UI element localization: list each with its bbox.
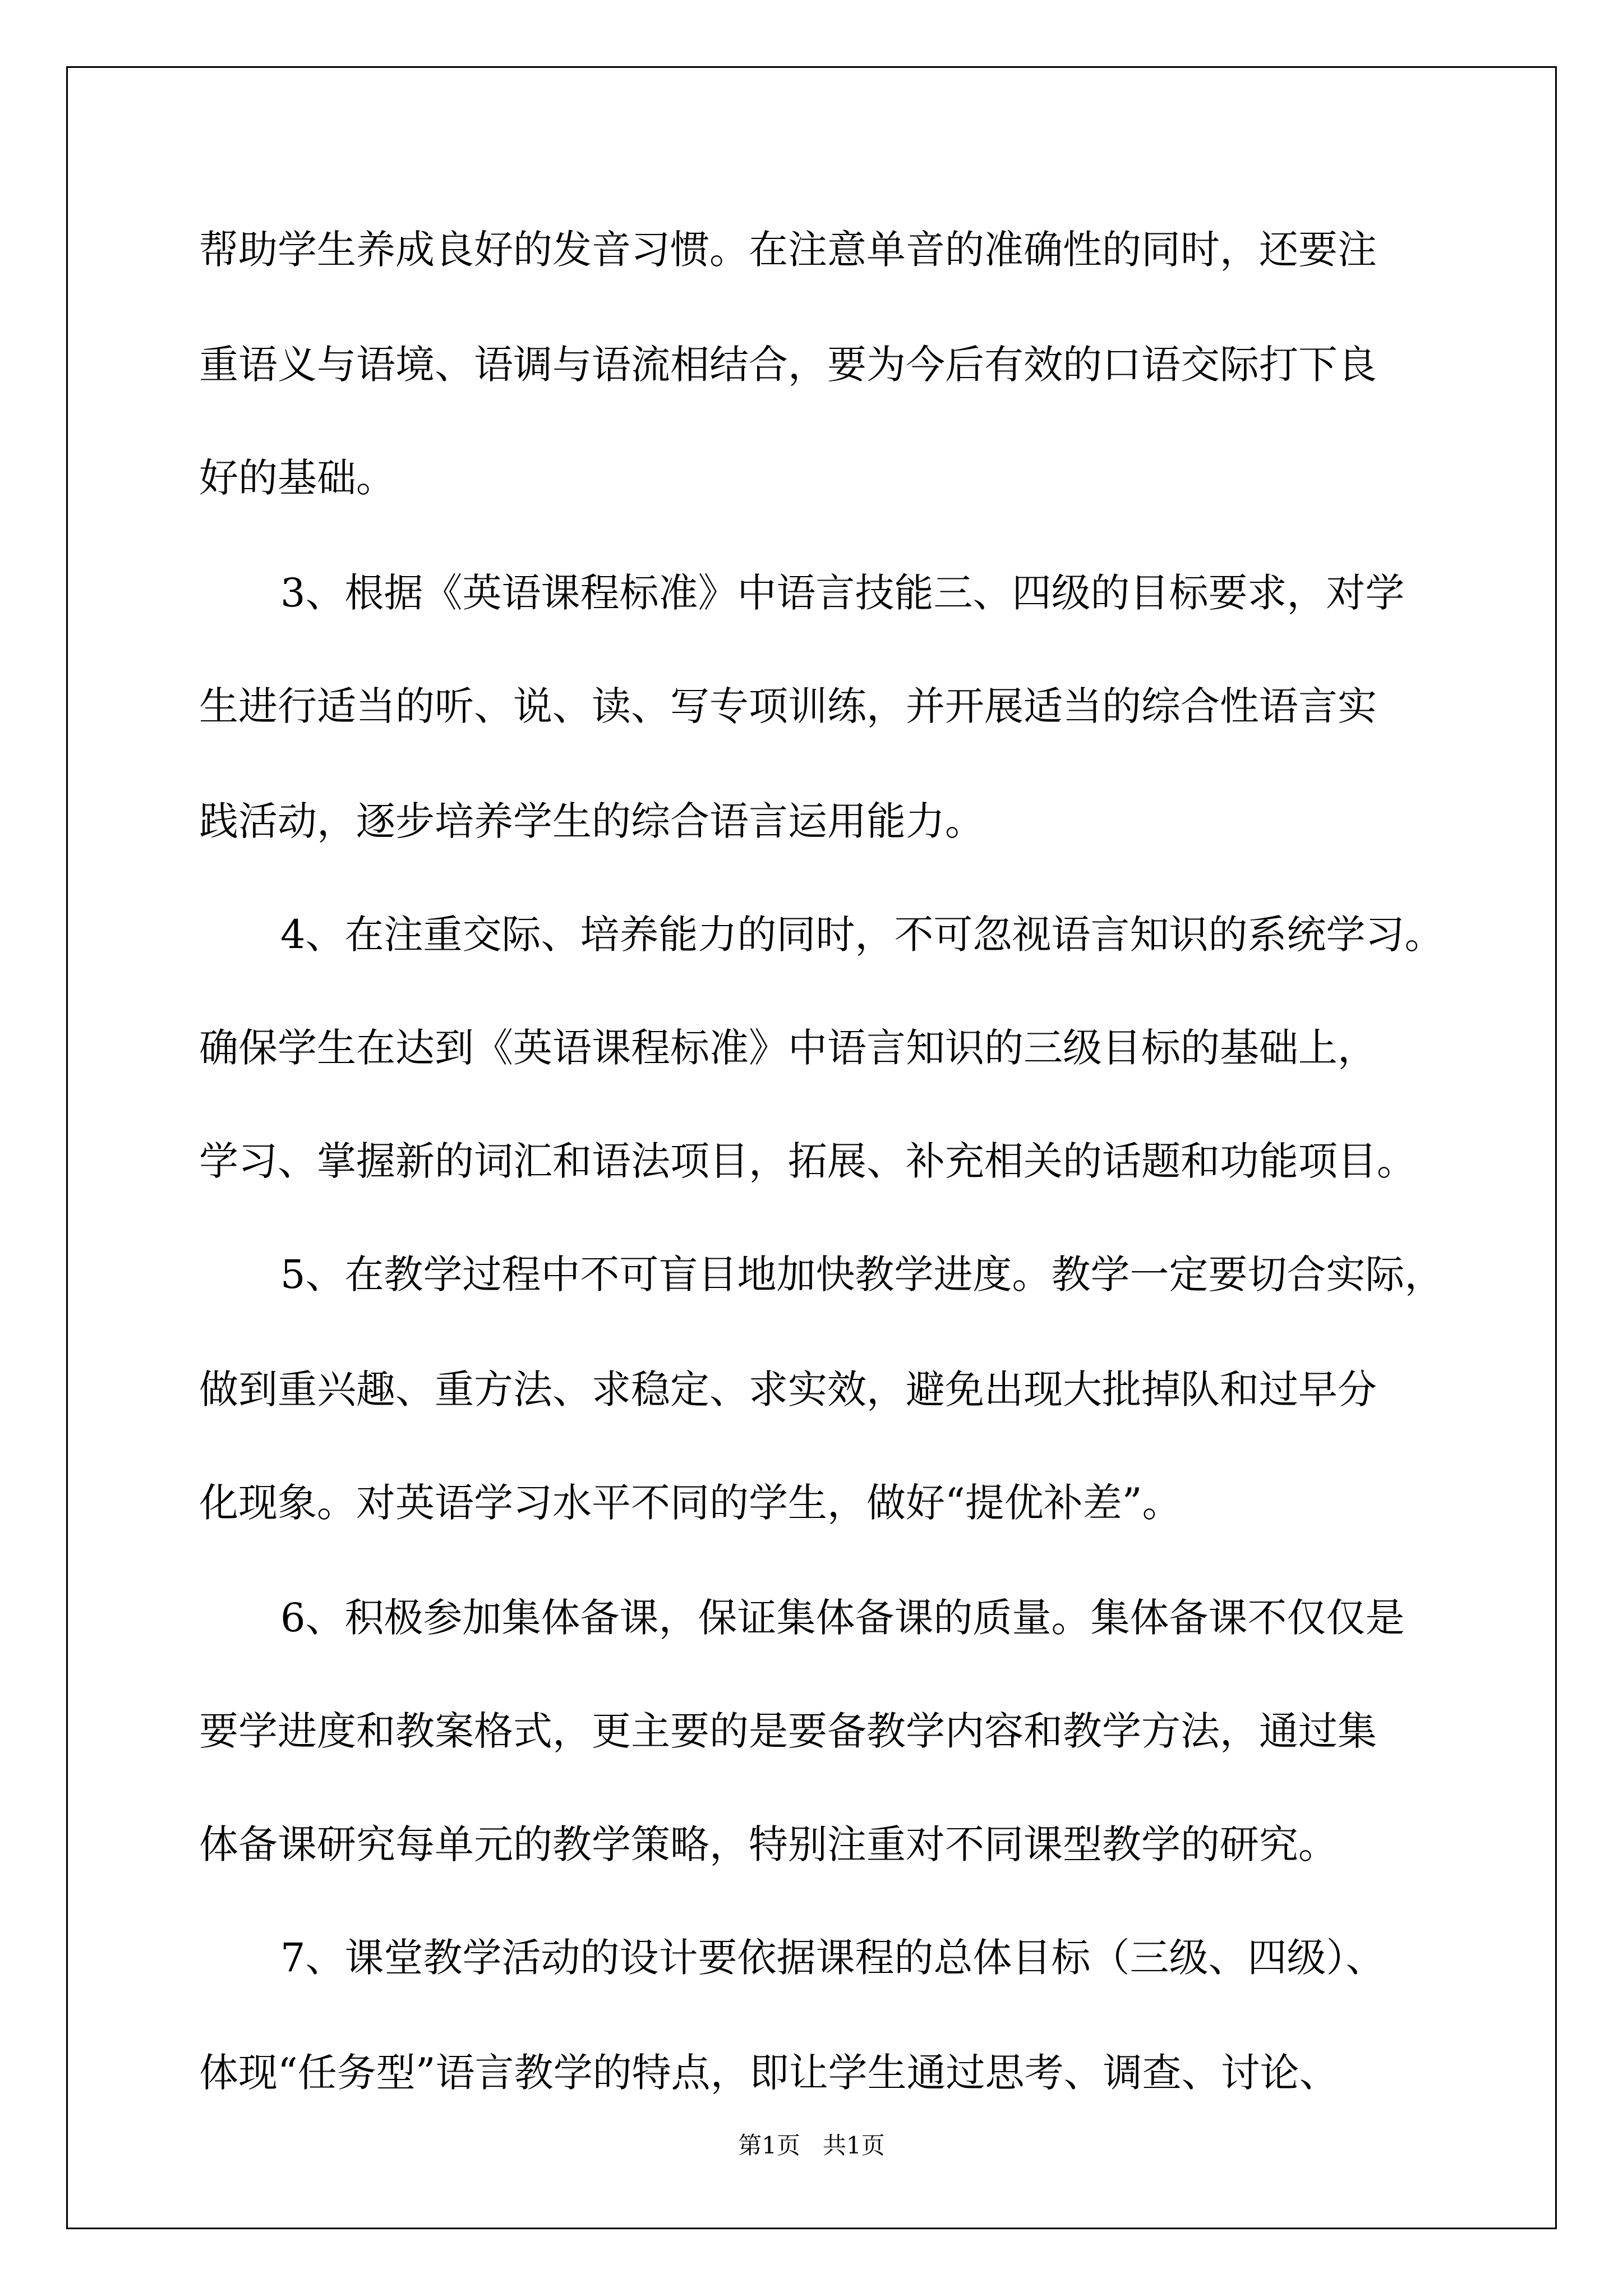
text-line: 体备课研究每单元的教学策略，特别注重对不同课型教学的研究。 [199, 1821, 1338, 1867]
text-line: 确保学生在达到《英语课程标准》中语言知识的三级目标的基础上， [199, 1025, 1377, 1071]
text-line: 5、在教学过程中不可盲目地加快教学进度。教学一定要切合实际， [280, 1251, 1444, 1297]
text-line: 践活动，逐步培养学生的综合语言运用能力。 [199, 798, 984, 844]
text-line: 6、积极参加集体备课，保证集体备课的质量。集体备课不仅仅是 [280, 1595, 1405, 1641]
text-line: 做到重兴趣、重方法、求稳定、求实效，避免出现大批掉队和过早分 [199, 1366, 1377, 1412]
text-line: 要学进度和教案格式，更主要的是要备教学内容和教学方法，通过集 [199, 1708, 1377, 1754]
text-line: 帮助学生养成良好的发音习惯。在注意单音的准确性的同时，还要注 [199, 227, 1377, 273]
page-footer: 第1页 共1页 [738, 2132, 885, 2159]
text-line: 3、根据《英语课程标准》中语言技能三、四级的目标要求，对学 [280, 570, 1405, 616]
text-line: 体现“任务型”语言教学的特点，即让学生通过思考、调查、讨论、 [199, 2050, 1339, 2096]
text-line: 4、在注重交际、培养能力的同时，不可忽视语言知识的系统学习。 [280, 912, 1444, 958]
text-line: 学习、掌握新的词汇和语法项目，拓展、补充相关的话题和功能项目。 [199, 1138, 1416, 1184]
text-line: 化现象。对英语学习水平不同的学生，做好“提优补差”。 [199, 1480, 1182, 1526]
text-line: 好的基础。 [199, 455, 395, 501]
text-line: 7、课堂教学活动的设计要依据课程的总体目标（三级、四级）、 [280, 1935, 1385, 1981]
text-line: 重语义与语境、语调与语流相结合，要为今后有效的口语交际打下良 [199, 342, 1377, 388]
text-line: 生进行适当的听、说、读、写专项训练，并开展适当的综合性语言实 [199, 683, 1377, 729]
